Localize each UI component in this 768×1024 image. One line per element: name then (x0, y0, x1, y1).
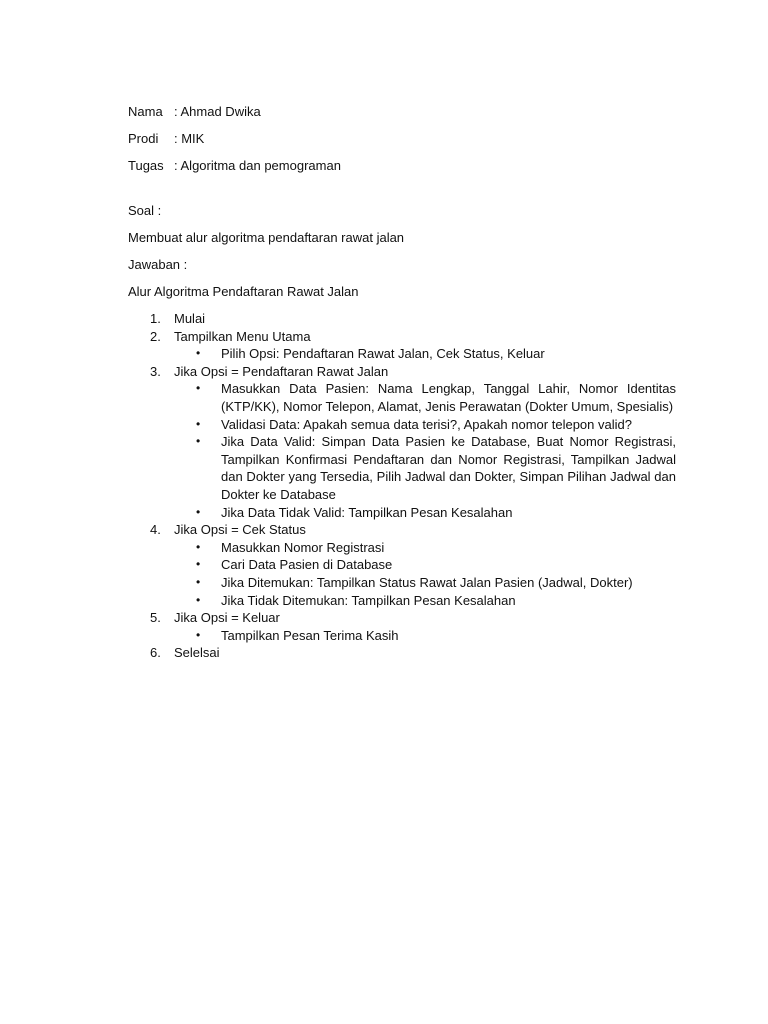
sub-item-text: Jika Data Valid: Simpan Data Pasien ke Database, Buat Nomor Registrasi, Tampilkan Konfirmasi Pendaftaran dan Nomor Registrasi, Tampilkan Jadwal dan Dokter yang Tersedia, Pilih Jadwal dan Dokter, Simpan Pilihan Jadwal dan Dokter ke Database (221, 434, 676, 502)
field-label: Nama (128, 104, 163, 119)
field-row-prodi (128, 130, 676, 147)
step-item (128, 521, 676, 609)
sub-item (174, 416, 676, 434)
sub-item (174, 504, 676, 522)
sub-item (174, 433, 676, 503)
sub-item-text: Masukkan Data Pasien: Nama Lengkap, Tanggal Lahir, Nomor Identitas (KTP/KK), Nomor Telepon, Alamat, Jenis Perawatan (Dokter Umum, Spesialis) (221, 381, 676, 414)
step-item (128, 644, 676, 662)
field-label: Prodi (128, 131, 159, 146)
step-number: 2. (150, 328, 161, 344)
sub-item-text: Jika Ditemukan: Tampilkan Status Rawat Jalan Pasien (Jadwal, Dokter) (221, 574, 633, 590)
sub-list (174, 627, 676, 645)
step-item (128, 328, 676, 363)
field-value: : Algoritma dan pemograman (174, 158, 341, 173)
sub-list (174, 539, 676, 609)
sub-list (174, 345, 676, 363)
bullet-icon: • (196, 539, 201, 554)
step-text: Mulai (174, 311, 206, 326)
field-label: Tugas (128, 158, 164, 173)
bullet-icon: • (196, 557, 201, 572)
step-number: 4. (150, 522, 161, 538)
sub-item-text: Masukkan Nomor Registrasi (221, 539, 385, 555)
bullet-icon: • (196, 381, 201, 396)
step-item (128, 609, 676, 644)
step-text: Jika Opsi = Keluar (174, 610, 280, 626)
sub-item (174, 539, 676, 557)
step-number: 6. (150, 645, 161, 661)
bullet-icon: • (196, 346, 201, 361)
step-text: Jika Opsi = Cek Status (174, 522, 306, 538)
sub-list (174, 380, 676, 521)
sub-item (174, 345, 676, 363)
sub-item-text: Tampilkan Pesan Terima Kasih (221, 627, 399, 643)
sub-item-text: Cari Data Pasien di Database (221, 557, 393, 573)
field-row-tugas (128, 157, 676, 174)
sub-item-text: Validasi Data: Apakah semua data terisi?, Apakah nomor telepon valid? (221, 416, 632, 432)
bullet-icon: • (196, 574, 201, 589)
field-value: : MIK (174, 131, 205, 146)
sub-item-text: Jika Data Tidak Valid: Tampilkan Pesan Kesalahan (221, 504, 513, 520)
step-item (128, 363, 676, 521)
sub-item (174, 627, 676, 645)
step-text: Jika Opsi = Pendaftaran Rawat Jalan (174, 363, 389, 379)
bullet-icon: • (196, 434, 201, 449)
step-number: 1. (150, 311, 161, 326)
answer-title: Alur Algoritma Pendaftaran Rawat Jalan (128, 284, 359, 299)
sub-item-text: Jika Tidak Ditemukan: Tampilkan Pesan Kesalahan (221, 592, 516, 608)
step-number: 5. (150, 610, 161, 626)
field-value: : Ahmad Dwika (174, 104, 261, 119)
step-text: Selelsai (174, 645, 220, 661)
field-row-nama (128, 103, 676, 120)
soal-label: Soal : (128, 203, 162, 218)
bullet-icon: • (196, 592, 201, 607)
bullet-icon: • (196, 627, 201, 642)
sub-item (174, 574, 676, 592)
sub-item (174, 592, 676, 610)
step-item (128, 310, 676, 328)
soal-text: Membuat alur algoritma pendaftaran rawat jalan (128, 230, 405, 245)
document-content (128, 103, 676, 662)
bullet-icon: • (196, 504, 201, 519)
step-number: 3. (150, 363, 161, 379)
algorithm-steps-list (128, 310, 676, 662)
bullet-icon: • (196, 416, 201, 431)
sub-item (174, 380, 676, 415)
jawaban-label: Jawaban : (128, 257, 188, 272)
sub-item (174, 556, 676, 574)
step-text: Tampilkan Menu Utama (174, 328, 311, 344)
sub-item-text: Pilih Opsi: Pendaftaran Rawat Jalan, Cek Status, Keluar (221, 346, 545, 362)
